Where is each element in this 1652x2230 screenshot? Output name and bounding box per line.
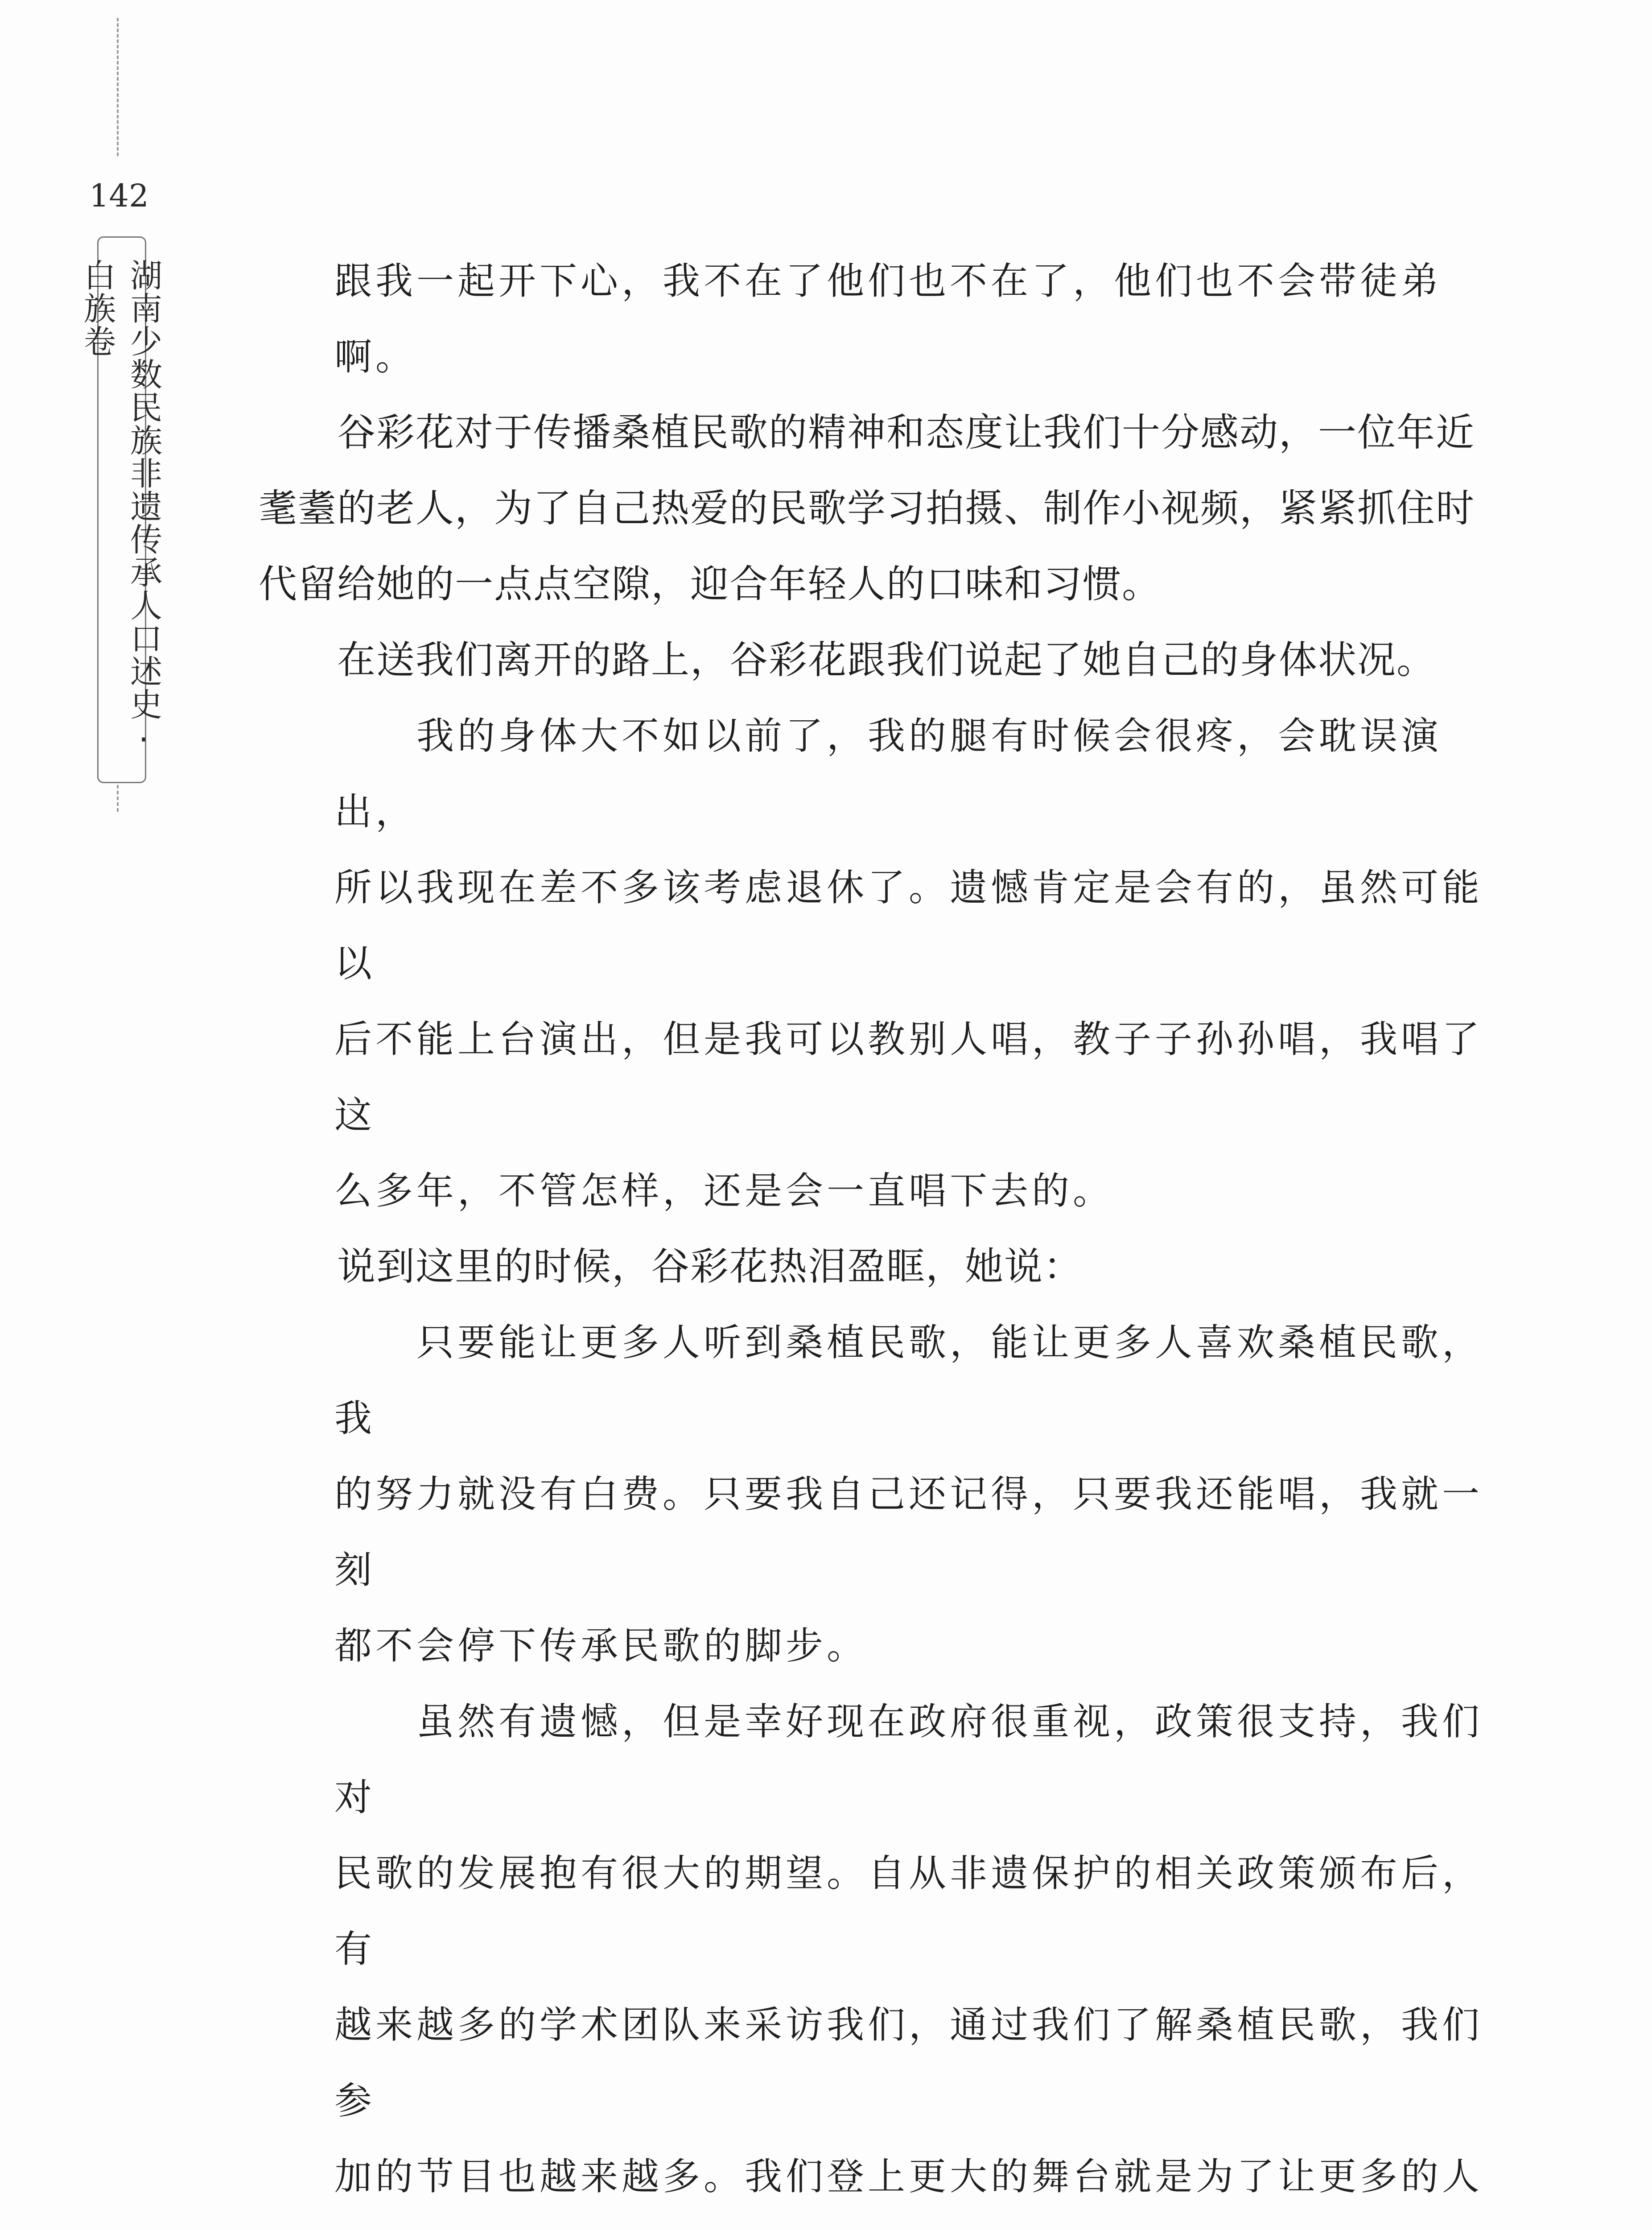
quote-paragraph-1: 跟我一起开下心，我不在了他们也不在了，他们也不会带徒弟啊。 [334,259,1442,379]
quote-paragraph-3: 只要能让更多人听到桑植民歌，能让更多人喜欢桑植民歌，我 的努力就没有白费。只要我自己还记得，只要我还能唱，我就一刻 都不会停下传承民歌的脚步。 [334,1321,1483,1668]
body-text [259,243,1489,2230]
quote-paragraph-2: 我的身体大不如以前了，我的腿有时候会很疼，会耽误演出， 所以我现在差不多该考虑退休了。遗憾肯定是会有的，虽然可能以 后不能上台演出，但是我可以教别人唱，教子子孙孙唱，我唱了这 么多年，不管怎样，还是会一直唱下去的。 [334,714,1483,1213]
page-number: 142 [89,178,149,214]
running-title: 湖南少数民族非遗传承人口述史·白族卷 [78,259,162,759]
narrative-paragraph-3: 说到这里的时候，谷彩花热泪盈眶，她说： [259,1244,1083,1289]
margin-dashed-rule-bottom [117,785,119,812]
margin-dashed-rule-top [117,18,119,156]
quote-paragraph-4: 虽然有遗憾，但是幸好现在政府很重视，政策很支持，我们对 民歌的发展抱有很大的期望。自从非遗保护的相关政策颁布后，有 越来越多的学术团队来采访我们，通过我们了解桑植民歌，我们参 加的节目也越来越多。我们登上更大的舞台就是为了让更多的人 [334,1700,1483,2198]
narrative-paragraph-2: 在送我们离开的路上，谷彩花跟我们说起了她自己的身体状况。 [259,638,1436,682]
narrative-paragraph-1: 谷彩花对于传播桑植民歌的精神和态度让我们十分感动，一位年近 耄耋的老人，为了自己热爱的民歌学习拍摄、制作小视频，紧紧抓住时 代留给她的一点点空隙，迎合年轻人的口味和习惯。 [259,410,1475,607]
